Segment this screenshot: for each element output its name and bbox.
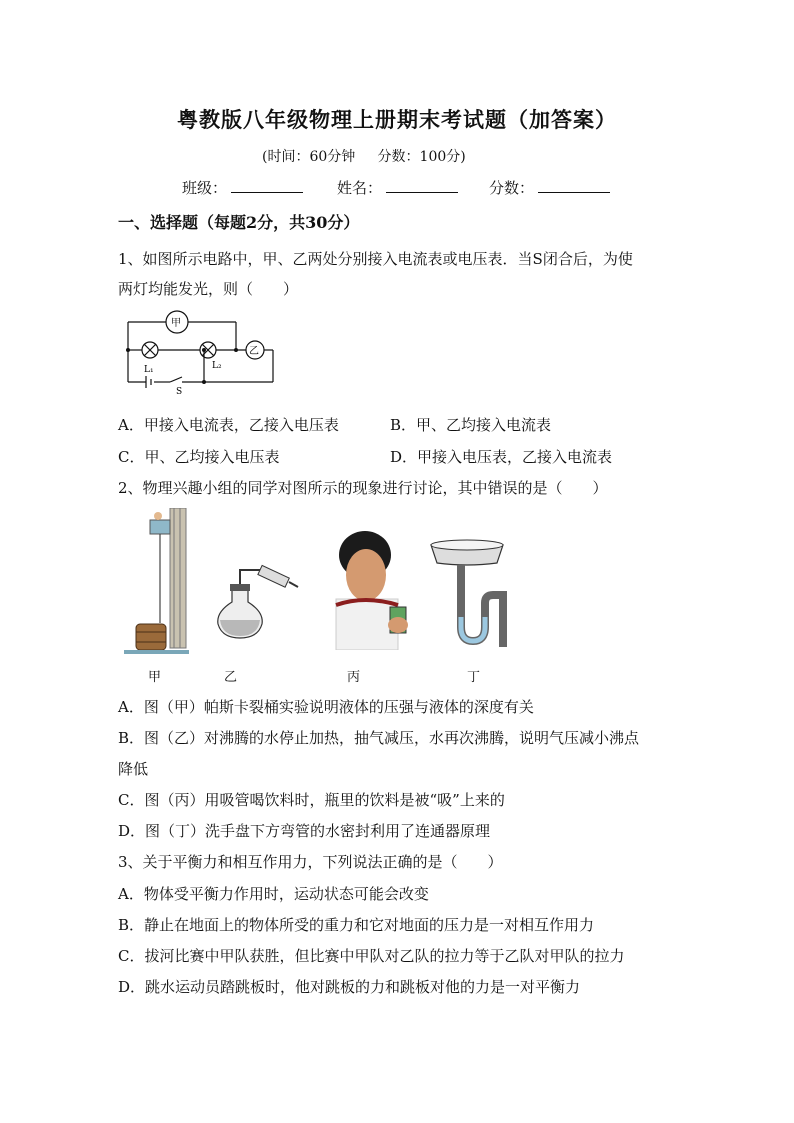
time-info: (时间：60分钟 [262,149,356,165]
q2-option-c[interactable]: C．图（丙）用吸管喝饮料时，瓶里的饮料是被“吸”上来的 [118,791,505,809]
name-field [337,177,458,198]
q3-option-c[interactable]: C．拔河比赛中甲队获胜，但比赛中甲队对乙队的拉力等于乙队对甲队的拉力 [118,947,625,965]
caption-ding: 丁 [467,670,481,685]
class-blank[interactable] [231,178,303,193]
q3-option-d[interactable]: D．跳水运动员踏跳板时，他对跳板的力和跳板对他的力是一对平衡力 [118,978,581,996]
q1-option-b[interactable]: B．甲、乙均接入电流表 [390,416,552,434]
score-field [489,177,610,198]
caption-yi: 乙 [224,670,238,685]
label-s: S [176,387,183,395]
label-jia: 甲 [171,318,181,329]
q3-option-a[interactable]: A．物体受平衡力作用时，运动状态可能会改变 [118,885,429,903]
q2-option-b-cont: 降低 [118,760,149,778]
name-label: 姓名： [337,179,383,197]
label-l1: L₁ [144,365,154,375]
q3-stem: 3、关于平衡力和相互作用力，下列说法正确的是（ ） [118,853,503,871]
q1-option-d[interactable]: D．甲接入电压表，乙接入电流表 [390,448,613,466]
caption-jia: 甲 [148,670,162,685]
exam-info [262,146,466,166]
caption-bing: 丙 [347,670,361,685]
q1-option-a[interactable]: A．甲接入电流表，乙接入电压表 [118,416,339,434]
name-blank[interactable] [386,178,458,193]
q2-stem: 2、物理兴趣小组的同学对图所示的现象进行讨论，其中错误的是（ ） [118,479,608,497]
class-label: 班级： [182,179,228,197]
score-blank[interactable] [538,178,610,193]
q2-option-b[interactable]: B．图（乙）对沸腾的水停止加热，抽气减压，水再次沸腾，说明气压减小沸点 [118,729,640,747]
page-title: 粤教版八年级物理上册期末考试题（加答案） [177,107,617,132]
q3-option-b[interactable]: B．静止在地面上的物体所受的重力和它对地面的压力是一对相互作用力 [118,916,595,934]
figure-bing-boy [320,525,410,650]
label-yi: 乙 [249,346,259,357]
q1-stem-line2: 两灯均能发光，则（ ） [118,280,299,298]
q2-option-d[interactable]: D．图（丁）洗手盘下方弯管的水密封利用了连通器原理 [118,822,491,840]
class-field [182,177,303,198]
figure-ding-sink [427,537,507,649]
figure-jia-barrel [124,508,189,654]
score-info: 分数：100分) [377,149,466,165]
circuit-diagram [118,310,283,395]
score-label: 分数： [489,179,535,197]
q1-stem-line1: 1、如图所示电路中，甲、乙两处分别接入电流表或电压表．当S闭合后，为使 [118,250,633,268]
q1-option-c[interactable]: C．甲、乙均接入电压表 [118,448,280,466]
q2-option-a[interactable]: A．图（甲）帕斯卡裂桶实验说明液体的压强与液体的深度有关 [118,698,534,716]
label-l2: L₂ [212,361,222,371]
section-heading: 一、选择题（每题2分，共30分） [118,213,360,232]
figure-yi-flask [210,560,300,642]
